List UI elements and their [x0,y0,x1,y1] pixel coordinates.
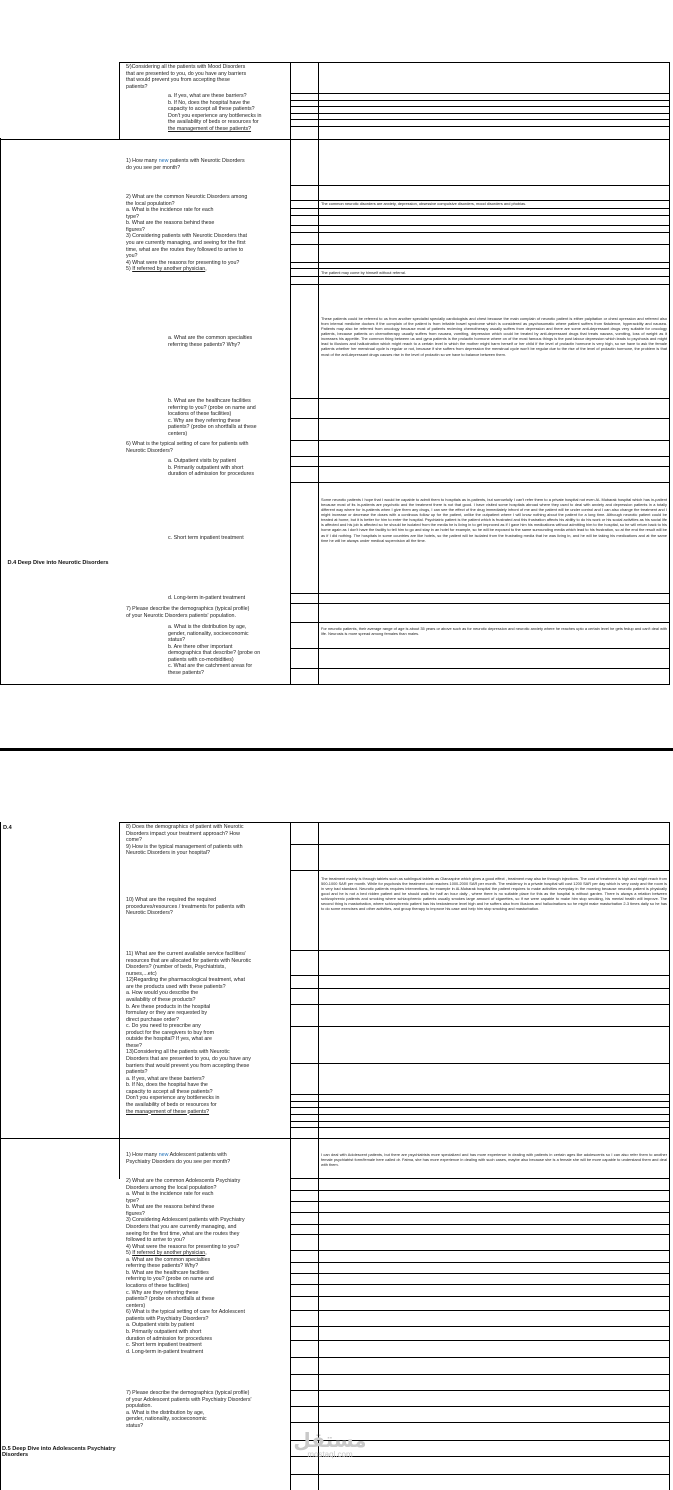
grid-line [290,1390,670,1391]
adolescent-question-7: 7) Please describe the demographics (typical profile) of your Adolescent patients with Psychiatry Disorders' population. a. What is the distribution by age, gender, nationality, socioeconomic status? [126,1390,252,1429]
document-page-2 [0,780,673,1490]
neurotic-questions-2-5: 2) What are the common Neurotic Disorders among the local population? a. What is the incidence rate for each type? b. What are the reasons behind these figures? 3) Considering patients with Neurotic Disorders that you are currently managing, and seeing for the first time, what are the routes they followed to arrive to you? 4) What were the reasons for presenting to you? 5) If referred by another physician, [126,194,248,273]
grid-line [290,1474,670,1475]
answer-common-neurotic-disorders: The common neurotic disorders are anxiety, depression, obsessive compulsive disorders, mood disorders and phobias. [321,201,527,206]
grid-line [290,106,670,107]
grid-line [290,1004,670,1005]
grid-line [290,93,670,94]
grid-line [290,1224,670,1225]
section-label-d5: D.5 Deep Dive into Adolescents Psychiatry Disorders [2,1446,116,1459]
grid-line [290,844,670,845]
watermark-logo: مستقل [293,1428,367,1452]
answer-referral-route: The patient may come by himself without referral. [321,270,406,275]
answer-referring-specialties: These patients could be referred to us from another specialist specially cardiologists and chest because the main complain of neurotic patient is either palpitation or chest opression and referred also from internal medicine doctors if the complain of the patient is from irritable bowel syndrome which is considered as psychosomatic where patient suffers from flatulence, hyperacidity and nausea. Patients may also be referred from oncology because most of patients recieving chemotherapy usually suffers from depression and there are some anti-depressant drugs very suitable for oncology patients, because patients on chemotherapy usually suffers from nausea, vomiting, depression which could be treated by anti-depressant drugs that treats nausea, vomiting, loss of weight as it increases his appetite. The common thing between us and gyna patients is the prolactin hormone where on of the most famous things is the post labour depression which leads to psychosis and might lead to illusions and hallucination which might reach to a certain level in which the mother might harm herself or her child if the level of prolactin hormone is very high, so we have to ask the female patients whether her menstrual cycle is regular or not, because if she suffers from depression the menstrual cycle won't be regular due to the rise of the level of prolactin hormone, the problem is that most of the anti-depressant drugs causes rise in the level of prolactin so we have to balance between them. [321,316,667,357]
watermark-site: mostaql.com [307,1450,353,1459]
grid-line [290,1374,670,1375]
neurotic-question-6: 6) What is the typical setting of care for patients with Neurotic Disorders? [126,441,249,454]
grid-line [0,139,670,140]
grid-line [290,113,670,114]
grid-line [669,62,670,685]
grid-line [290,950,670,951]
grid-line [290,1250,670,1251]
grid-line [290,276,670,277]
grid-line [290,975,670,976]
grid-line [0,138,1,685]
grid-line [290,1114,670,1115]
grid-line [318,62,319,685]
document-page-1 [0,0,673,690]
grid-line [290,225,670,226]
grid-line [290,622,670,623]
grid-line [119,822,670,823]
grid-line [119,822,120,1179]
grid-line [290,398,670,399]
grid-line [119,62,670,63]
grid-line [290,482,670,483]
page-separator [0,748,673,751]
grid-line [290,603,670,604]
answer-required-treatments: The treatment mainly is through tablets such as sublingual tablets as Olanzapine which gives a good effect , treatment may also be through injections. The cost of treatment is high and might reach from 500-1000 SAR per month. While for psychosis the treatment cost reaches 1000-2000 SAR per month. The residency in a private hospital will cost 1200 SAR per day which is very costy and the room is in very bad standard. Neurotic patients requires interventions, for example in Al-Mubarak hospital the patient requires to make activities everyday in the morning because neurotic patient is physically good and he is not a bed ridden patient and he should walk for half an hour daily , where there is no suitable place for this as the hospital is without garden. There is always a relation between schizophrenic patients and smoking where schizophrenic patients usually smokes large amount of cigarettes, so if we were capable to make him stop smoking, his mental health will improve. The second thing is masturbation, where schizophrenic patient has his testosterone level high and he suffers also from illusions and hallucinations so he might make masturbation 2-3 times daily so he has to do some exercises and other activities, and group therapy to improve his case and help him stop smoking and masturbation. [321,876,667,912]
mostaql-watermark [290,1428,370,1459]
section-label-d4: D.4 Deep Dive into Neurotic Disorders [7,560,109,566]
grid-line [290,185,670,186]
grid-line [290,1212,670,1213]
grid-line [0,822,1,1179]
grid-line [290,1273,670,1274]
grid-line [290,1094,670,1095]
grid-line [290,668,670,669]
question-common-specialties: a. What are the common specialties referring these patients? Why? [168,335,253,348]
grid-line [290,1357,670,1358]
grid-line [290,1101,670,1102]
grid-line [290,208,670,209]
grid-line [290,593,670,594]
grid-line [290,1026,670,1027]
grid-line [290,1296,670,1297]
grid-line [0,1138,1,1490]
mood-question-5: 5⁄)Considering all the patients with Mood Disorders that are presented to you, do you have any barriers that would prevent you from accepting these patients? [126,64,247,90]
grid-line [290,62,291,685]
grid-line [290,262,670,263]
neurotic-question-10: 10) What are the required the required procedures/resources / treatments for patients with Neurotic Disorders? [126,897,246,917]
grid-line [290,268,670,269]
grid-line [290,1121,670,1122]
grid-line [290,1262,670,1263]
grid-line [290,1178,670,1179]
grid-line [290,1340,670,1341]
grid-line [119,62,120,140]
grid-line [290,440,670,441]
grid-line [290,1127,670,1128]
adolescent-question-1: 1) How many new Adolescent patients with Psychiatry Disorders do you see per month? [126,1152,231,1165]
question-7-subitems: a. What is the distribution by age, gender, nationality, socioeconomic status? b. Are there other important demographics that describe? (probe on patients with co-morbidities) c. What are the catchment areas for these patients? [168,624,261,676]
grid-line [290,648,670,649]
question-6-outpatient: a. Outpatient visits by patient b. Primarily outpatient with short duration of admission for procedures [168,458,254,478]
grid-line [290,100,670,101]
grid-line [290,126,670,127]
question-6-long-term: d. Long-term in-patient treatment [168,595,246,601]
grid-line [290,456,670,457]
grid-line [290,1326,670,1327]
grid-line [290,1406,670,1407]
grid-line [0,1138,670,1139]
grid-line [290,284,670,285]
grid-line [290,119,670,120]
grid-line [290,1234,670,1235]
grid-line [290,1063,670,1064]
neurotic-questions-8-9: 8) Does the demographics of patient with Neurotic Disorders impact your treatment approach? How come? 9) How is the typical management of patients with Neurotic Disorders in your hospital? [126,824,244,857]
grid-line [290,1190,670,1191]
grid-line [290,232,670,233]
question-healthcare-facilities: b. What are the healthcare facilities referring to you? (probe on name and locations of these facilities) c. Why are they referring these patients? (probe on shortfalls at these centers) [168,398,257,437]
neurotic-question-7: 7) Please describe the demographics (typical profile) of your Neurotic Disorders patients' population. [126,606,250,619]
answer-adolescent-patients: I can deal with Adolescent patients, but there are psychiatrists more specialized and has more experience in dealing with patients in certain ages like adolescents so I can also refer them to another female psychiatrist form/female here called dr. Fatma, she has more experience in dealing with such cases, maybe also because she is a female she will be more capable to understand them and deal with them. [321,1152,667,1168]
grid-line [290,1310,670,1311]
adolescent-questions-2-6: 2) What are the common Adolescents Psychiatry Disorders among the local population? a. What is the incidence rate for each type? b. What are the reasons behind these figures? 3) Considering Adolescent patients with Psychiatry Disorders that you are currently managing, and seeing for the first time, what are the routes they followed to arrive to you? 4) What were the reasons for presenting to you? 5) If referred by another physician, a. What are the common specialties referring these patients? Why? b. What are the healthcare facilities referring to you? (probe on name and locations of these facilities) c. Why are they referring these patients? (probe on shortfalls at these centers) 6) What is the typical setting of care for Adolescent patients with Psychiatry Disorders? a. Outpatient visits by patient b. Primarily outpatient with short duration of admission for procedures c. Short term inpatient treatment d. Long-term in-patient treatment [126,1178,245,1355]
section-label-d4-continued: D.4 [3,825,12,831]
grid-line [290,870,670,871]
grid-line [290,988,670,989]
grid-line [290,244,670,245]
neurotic-questions-11-13: 11) What are the current available service facilities/ resources that are allocated for patients with Neurotic Disorders? (number of beds, Psychiatrists, nurses,...etc) 12)Regarding the pharmacological treatment, what are the products used with these patients? a. How would you describe the availability of these products? b. Are these products in the hospital formulary or they are requested by direct purchase order? c. Do you need to prescribe any product for the caregivers to buy from outside the hospital? If yes, what are these? 13)Considering all the patients with Neurotic Disorders that are presented to you, do you have any barriers that would prevent you from accepting these patients? a. If yes, what are these barriers? b. If No, does the hospital have the capacity to accept all these patients? Don't you experience any bottlenecks in the availability of beds or resources for the management of these patients? [126,951,252,1115]
grid-line [290,1422,670,1423]
grid-line [0,684,670,685]
grid-line [290,1107,670,1108]
grid-line [290,215,670,216]
answer-demographics: For neurotic patients, their average range of age is about 35 years or above such as for neurotic depression and neurotic anxiety where he reaches upto a certain level he gets fedup and can't deal with life. Neurosis is more spread among females than males. [321,626,667,637]
question-6-short-term: c. Short term inpatient treatment [168,535,244,541]
grid-line [290,1284,670,1285]
grid-line [290,418,670,419]
grid-line [290,466,670,467]
neurotic-question-1: 1) How many new patients with Neurotic Disorders do you see per month? [126,158,245,171]
mood-question-5-subitems: a. If yes, what are these barriers? b. If No, does the hospital have the capacity to accept all these patients? Don't you experience any bottlenecks in the availability of beds or resources for the management of these patients? [168,93,262,132]
answer-short-term-inpatient: Some neurotic patients I hope that I would be capable to admit them to hospitals as in-patients, but sorrowfully I can't refer them to a private hospital not even Al- Mubarak hospital which has in-patient because most of its in-patients are psychotic and the treatment there is not that good. I have visited some hospitals abroad where they used to deal with anxiety and depression patients in a totally different way where for in-patients when I give them any drugs, I can see the effect of the drug immediately infront of me and the patient will be under control and I can also change the treatment and I might increase or decrease the doses with a continous follow up for the patient, unlike the outpatient where I will know nothing about the patient for a long time. Although neurotic patient could be treated at home, but it is better for him to enter the hospital. Psychiatric patient is the patient which is frustrated and this frustration affects his ability to do his work or his social activities as his social life is affected and his job is affected so he should be isolated from the media he is living in to get improved as if I gave him his medications without admitting him to the hospital, so he will return back to his home again as I don't have the facility to tell him to go and stay in an hotel for example, so he will be exposed to the same surrounding media which lead to his frustration, so at the end the result will be as if I did nothing. The hospitals in some countries are like hotels, so the patient will be isolated from the frustrating media that he was living in, and he will be taking his medications and at the same time he will be always under medical supervision all the time. [321,497,667,543]
grid-line [290,1201,670,1202]
